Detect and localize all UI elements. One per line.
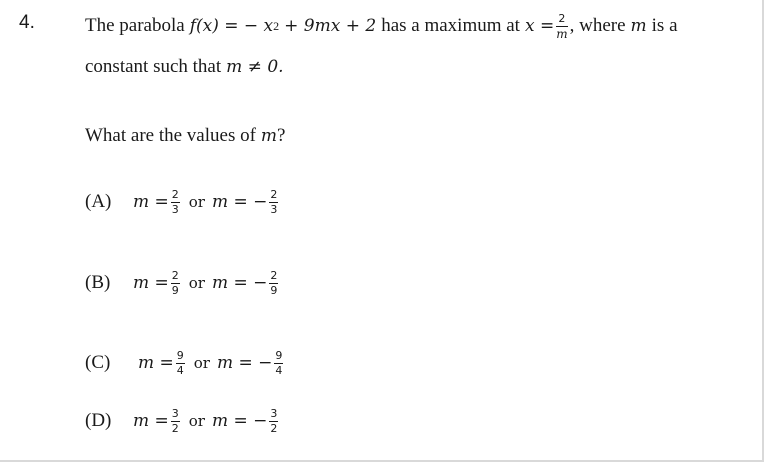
- or-word: or: [188, 193, 205, 211]
- prompt-variable-m: m: [260, 126, 278, 146]
- option-label: (D): [85, 410, 112, 431]
- numerator: 2: [171, 187, 179, 201]
- fraction-positive: [171, 270, 180, 297]
- or-word: or: [188, 274, 205, 292]
- prompt-question-mark: ?: [277, 125, 286, 146]
- option-expression: [138, 350, 285, 377]
- rhs: m = −: [211, 273, 268, 293]
- lhs: m =: [133, 273, 169, 293]
- option-label: (A): [85, 191, 112, 212]
- question-number: 4.: [19, 12, 35, 33]
- fraction-denominator: m: [556, 26, 568, 41]
- or-word: or: [193, 354, 210, 372]
- option-expression: [133, 408, 280, 435]
- denominator: 2: [171, 421, 179, 435]
- text-the-parabola: The parabola: [85, 15, 185, 36]
- text-has-maximum: has a maximum at: [381, 15, 520, 36]
- prompt-text: What are the values of: [85, 125, 256, 146]
- numerator: 2: [270, 187, 278, 201]
- fraction-positive: [171, 189, 180, 216]
- rhs: m = −: [216, 353, 273, 373]
- option-label: (B): [85, 272, 111, 293]
- denominator: 9: [171, 283, 179, 297]
- fraction-negative: [269, 408, 278, 435]
- fraction-negative: [269, 270, 278, 297]
- numerator: 2: [270, 268, 278, 282]
- numerator: 2: [171, 268, 179, 282]
- variable-m: m: [630, 16, 647, 36]
- option-label: (C): [85, 352, 111, 373]
- numerator: 3: [270, 406, 278, 420]
- denominator: 2: [270, 421, 278, 435]
- fraction-negative: [269, 189, 278, 216]
- option-b[interactable]: [85, 263, 280, 303]
- text-where: , where: [569, 15, 626, 36]
- option-d[interactable]: [85, 401, 280, 441]
- denominator: 3: [270, 202, 278, 216]
- lhs: m =: [133, 192, 169, 212]
- numerator: 9: [275, 348, 283, 362]
- denominator: 4: [275, 363, 283, 377]
- question-prompt: [85, 123, 285, 149]
- numerator: 9: [176, 348, 184, 362]
- question-line-2: [85, 54, 284, 80]
- fraction-numerator: 2: [558, 11, 566, 25]
- lhs: m =: [138, 353, 174, 373]
- denominator: 4: [176, 363, 184, 377]
- x-equals: x =: [524, 16, 555, 36]
- lhs: m =: [133, 411, 169, 431]
- m-not-equal-zero: m ≠ 0.: [226, 57, 284, 77]
- question-line-1: [85, 8, 678, 44]
- fraction-positive: [176, 350, 185, 377]
- numerator: 3: [171, 406, 179, 420]
- denominator: 3: [171, 202, 179, 216]
- fraction-positive: [171, 408, 180, 435]
- option-a[interactable]: [85, 182, 280, 222]
- denominator: 9: [270, 283, 278, 297]
- text-constant: constant such that: [85, 56, 222, 77]
- function-terms: + 9mx + 2: [284, 16, 377, 36]
- option-expression: [133, 270, 280, 297]
- rhs: m = −: [211, 411, 268, 431]
- text-is-a: is a: [651, 15, 678, 36]
- option-expression: [133, 189, 280, 216]
- fraction-2-over-m: [556, 13, 567, 40]
- function-expression: f(x) = − x: [189, 16, 274, 36]
- exponent: 2: [273, 18, 280, 33]
- fraction-negative: [274, 350, 283, 377]
- or-word: or: [188, 412, 205, 430]
- rhs: m = −: [211, 192, 268, 212]
- option-c[interactable]: [85, 343, 285, 383]
